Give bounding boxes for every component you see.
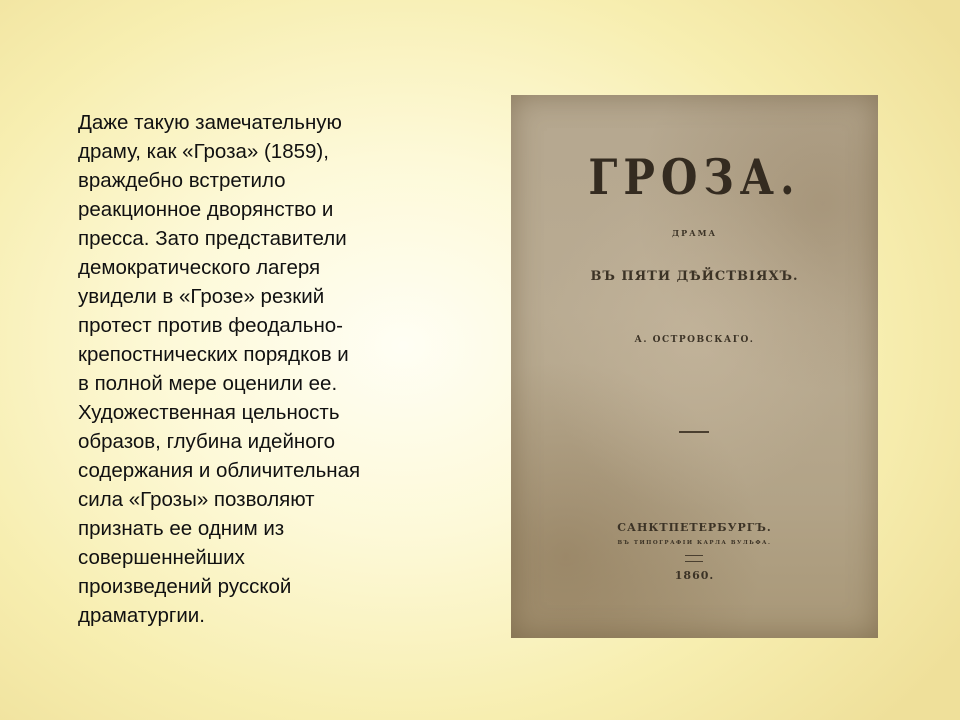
cover-year: 1860. [674,569,715,582]
cover-title: ГРОЗА. [588,149,801,206]
cover-press: ВЪ ТИПОГРАФІИ КАРЛА ВУЛЬФА. [617,540,772,546]
slide-body-text: Даже такую замечательную драму, как «Гроза» (1859), враждебно встретило реакционное дворянство и пресса. Зато представители демократического лагеря увидели в «Грозе» резкий протест против феодально- крепостнических порядков и в полной мере оценили ее. Художественная цельность образов, глубина идейного содержания и обличительная сила «Грозы» позволяют признать ее одним из совершеннейших произведений русской драматургии. [78,111,361,627]
cover-author: А. ОСТРОВСКАГО. [634,335,755,345]
cover-acts: ВЪ ПЯТИ ДѢЙСТВІЯХЪ. [590,269,799,284]
book-cover-image [511,95,878,638]
cover-city: САНКТПЕТЕРБУРГЪ. [617,521,772,534]
cover-divider [679,431,709,433]
cover-double-rule [685,555,703,562]
cover-subtitle: ДРАМА [671,228,717,238]
